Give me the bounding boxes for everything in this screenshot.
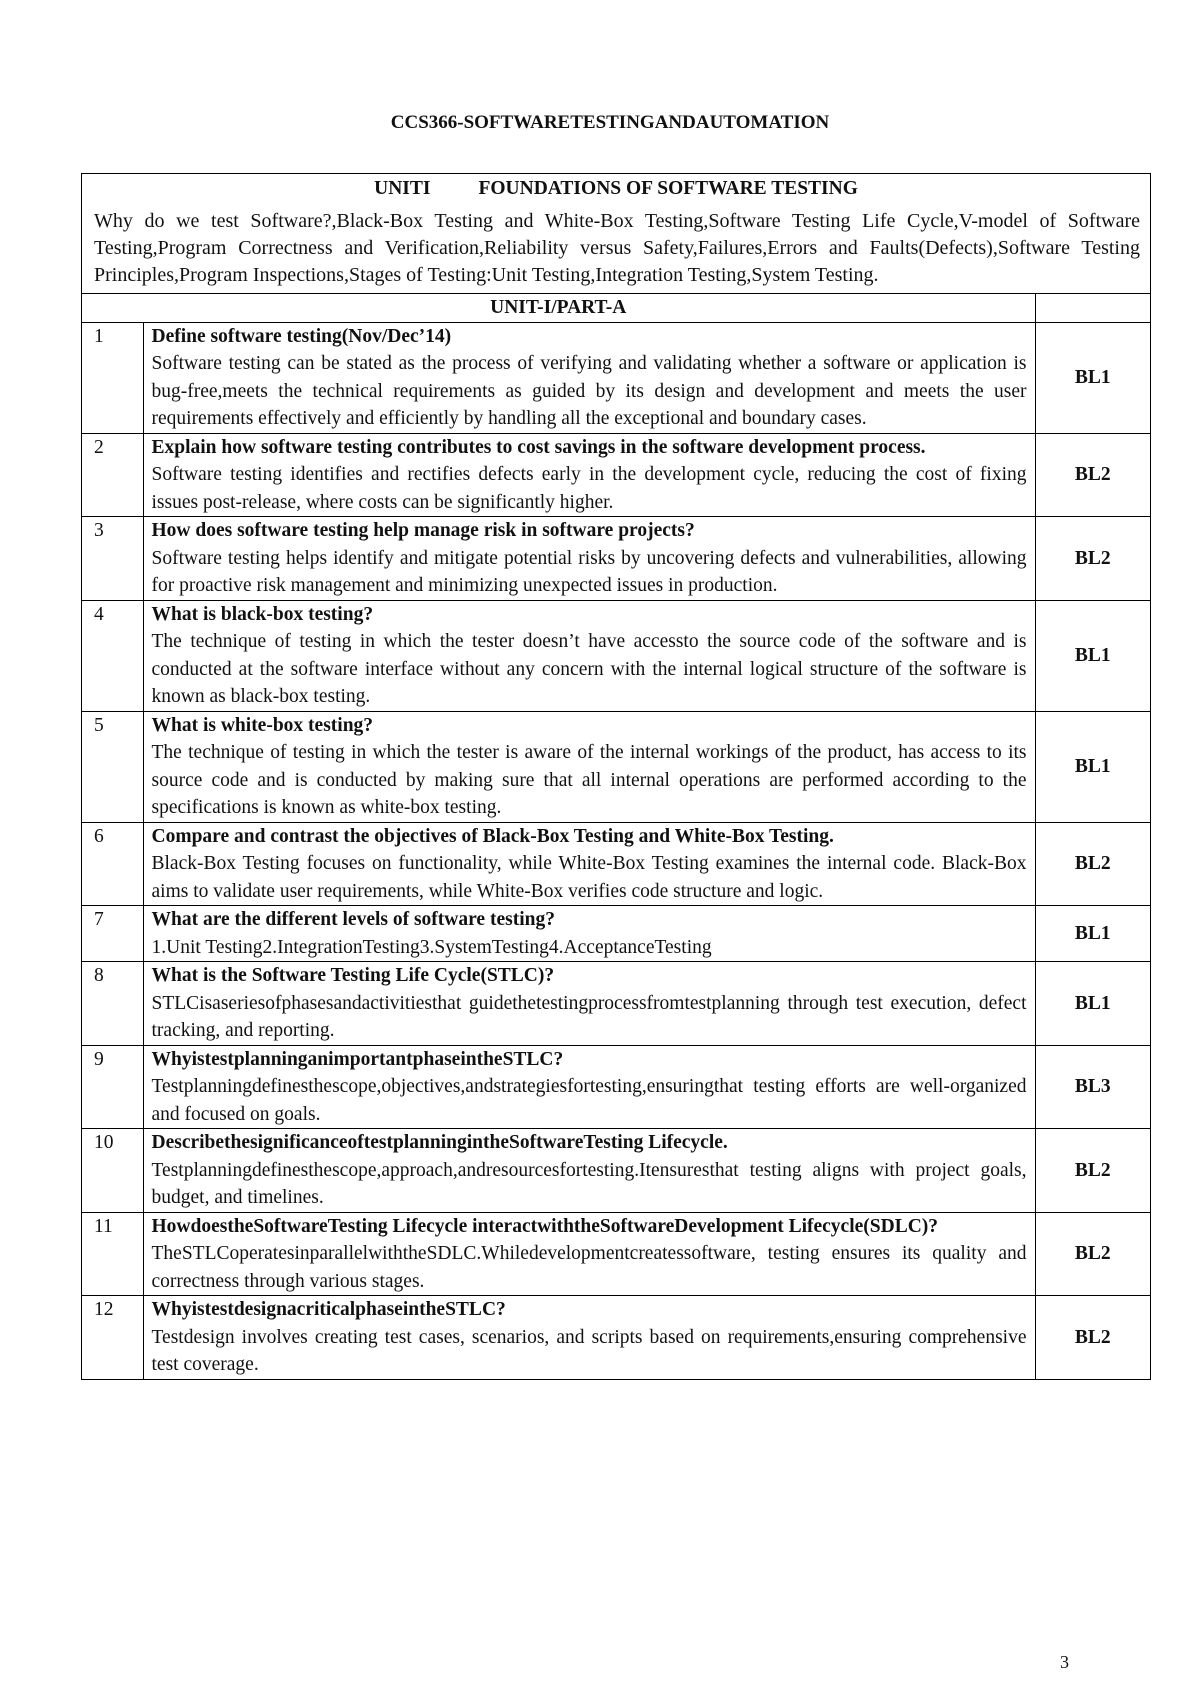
- part-header-row: [82, 294, 1150, 323]
- unit-name: FOUNDATIONS OF SOFTWARE TESTING: [478, 178, 858, 199]
- table-row: [82, 711, 1150, 822]
- bloom-level: BL2: [1035, 1296, 1150, 1379]
- table-row: [82, 1045, 1150, 1129]
- table-row: [82, 322, 1150, 433]
- bloom-level: BL2: [1035, 1212, 1150, 1296]
- bloom-level: BL1: [1035, 962, 1150, 1046]
- question-text: HowdoestheSoftwareTesting Lifecycle interactwiththeSoftwareDevelopment Lifecycle(SDLC)?: [151, 1215, 939, 1237]
- question-text: What are the different levels of software testing?: [151, 909, 555, 930]
- table-row: [82, 517, 1150, 601]
- answer-text: The technique of testing in which the tester doesn’t have accessto the source code of the software and is conducted at the software interface without any concern with the internal logical structure of the software is known as black-box testing.: [151, 631, 1027, 707]
- question-number: 2: [82, 433, 143, 517]
- question-bank-table: [81, 173, 1151, 1380]
- answer-text: Software testing can be stated as the process of verifying and validating whether a software or application is bug-free,meets the technical requirements as guided by its design and development and meets the user requirements effectively and efficiently by handling all the exceptional and boundary cases.: [151, 353, 1027, 429]
- question-text: What is black-box testing?: [151, 603, 374, 625]
- question-text: DescribethesignificanceoftestplanningintheSoftwareTesting Lifecycle.: [151, 1132, 728, 1153]
- bloom-level: BL1: [1035, 906, 1150, 962]
- bloom-level: BL2: [1035, 1129, 1150, 1213]
- bloom-level: BL2: [1035, 517, 1150, 601]
- question-text: What is white-box testing?: [151, 714, 374, 736]
- part-a-table: [82, 293, 1150, 1379]
- bloom-level: BL1: [1035, 322, 1150, 433]
- table-row: [82, 906, 1150, 962]
- question-number: 12: [82, 1296, 143, 1379]
- table-row: [82, 822, 1150, 906]
- question-number: 6: [82, 822, 143, 906]
- part-header: UNIT-I/PART-A: [82, 294, 1035, 323]
- question-text: Compare and contrast the objectives of Black-Box Testing and White-Box Testing.: [151, 825, 834, 847]
- question-text: WhyistestplanninganimportantphaseintheSTLC?: [151, 1048, 564, 1070]
- question-text: Define software testing(Nov/Dec’14): [151, 325, 452, 347]
- table-row: [82, 433, 1150, 517]
- answer-text: TheSTLCoperatesinparallelwiththeSDLC.Whiledevelopmentcreatessoftware, testing ensures its quality and correctness through various stages.: [151, 1243, 1027, 1292]
- bloom-level: BL1: [1035, 600, 1150, 711]
- question-number: 4: [82, 600, 143, 711]
- question-text: Explain how software testing contributes to cost savings in the software development process.: [151, 436, 926, 458]
- question-number: 7: [82, 906, 143, 962]
- answer-text: 1.Unit Testing2.IntegrationTesting3.SystemTesting4.AcceptanceTesting: [151, 936, 712, 958]
- part-header-blank: [1035, 294, 1150, 323]
- question-number: 9: [82, 1045, 143, 1129]
- question-text: What is the Software Testing Life Cycle(STLC)?: [151, 965, 555, 986]
- answer-text: Testplanningdefinesthescope,objectives,andstrategiesfortesting,ensuringthat testing efforts are well-organized and focused on goals.: [151, 1076, 1027, 1125]
- question-number: 3: [82, 517, 143, 601]
- question-number: 11: [82, 1212, 143, 1296]
- unit-syllabus: Why do we test Software?,Black-Box Testing and White-Box Testing,Software Testing Life Cycle,V-model of Software Testing,Program Correctness and Verification,Reliability versus Safety,Failures,Errors and Faults(Defects),Software Testing Principles,Program Inspections,Stages of Testing:Unit Testing,Integration Testing,System Testing.: [94, 210, 1140, 286]
- document-title: CCS366-SOFTWARETESTINGANDAUTOMATION: [390, 112, 830, 133]
- unit-heading: [82, 174, 1150, 200]
- table-row: [82, 600, 1150, 711]
- unit-label: UNITI: [374, 178, 431, 199]
- answer-text: Testdesign involves creating test cases, scenarios, and scripts based on requirements,ensuring comprehensive test coverage.: [151, 1326, 1027, 1375]
- answer-text: STLCisaseriesofphasesandactivitiesthat guidethetestingprocessfromtestplanning through test execution, defect tracking, and reporting.: [151, 992, 1027, 1041]
- answer-text: Black-Box Testing focuses on functionality, while White-Box Testing examines the internal code. Black-Box aims to validate user requirements, while White-Box verifies code structure and logic.: [151, 853, 1027, 902]
- bloom-level: BL2: [1035, 433, 1150, 517]
- answer-text: Testplanningdefinesthescope,approach,andresourcesfortesting.Itensuresthat testing aligns with project goals, budget, and timelines.: [151, 1159, 1027, 1208]
- answer-text: The technique of testing in which the tester is aware of the internal workings of the product, has access to its source code and is conducted by making sure that all internal operations are performed according to the specifications is known as white-box testing.: [151, 742, 1027, 818]
- table-row: [82, 1212, 1150, 1296]
- page-number: 3: [1060, 1652, 1069, 1672]
- question-text: WhyistestdesignacriticalphaseintheSTLC?: [151, 1299, 506, 1320]
- answer-text: Software testing identifies and rectifies defects early in the development cycle, reducing the cost of fixing issues post-release, where costs can be significantly higher.: [151, 464, 1027, 513]
- table-row: [82, 1296, 1150, 1379]
- question-number: 1: [82, 322, 143, 433]
- question-text: How does software testing help manage risk in software projects?: [151, 520, 695, 541]
- table-row: [82, 1129, 1150, 1213]
- bloom-level: BL2: [1035, 822, 1150, 906]
- answer-text: Software testing helps identify and mitigate potential risks by uncovering defects and vulnerabilities, allowing for proactive risk management and minimizing unexpected issues in production.: [151, 547, 1027, 596]
- bloom-level: BL1: [1035, 711, 1150, 822]
- table-row: [82, 962, 1150, 1046]
- question-number: 8: [82, 962, 143, 1046]
- bloom-level: BL3: [1035, 1045, 1150, 1129]
- question-number: 5: [82, 711, 143, 822]
- question-number: 10: [82, 1129, 143, 1213]
